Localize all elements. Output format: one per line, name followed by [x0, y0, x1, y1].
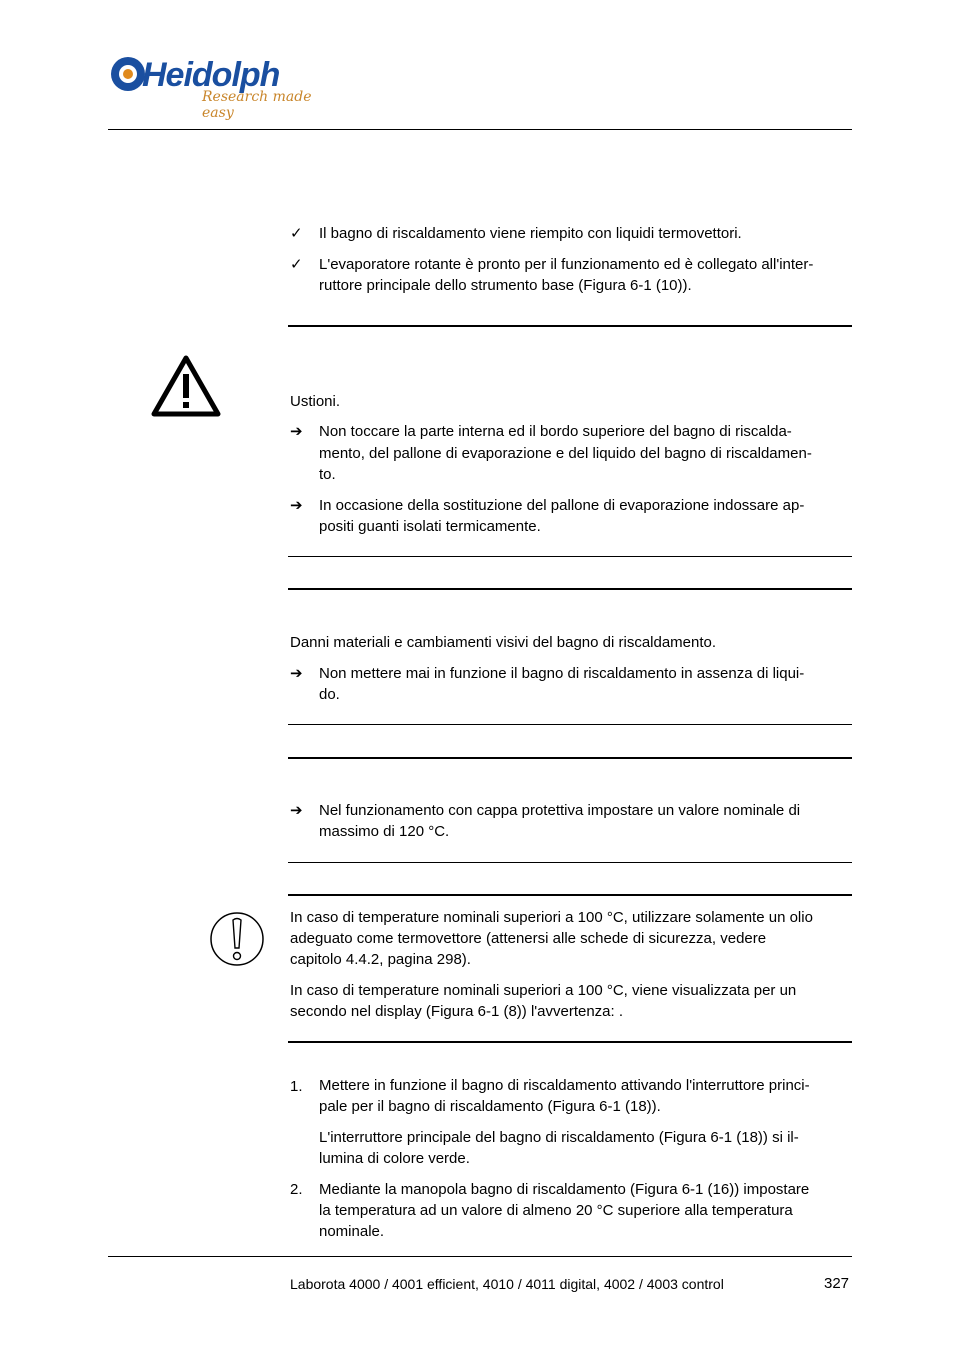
list-item: Mediante la manopola bagno di riscaldamento (Figura 6-1 (16)) impostare [319, 1181, 810, 1198]
footer-rule [108, 1256, 852, 1257]
step-result: lumina di colore verde. [319, 1150, 470, 1167]
step-result: L'interruttore principale del bagno di riscaldamento (Figura 6-1 (18)) si il- [319, 1129, 799, 1146]
arrow-icon: ➔ [290, 497, 303, 514]
list-item: ruttore principale dello strumento base (Figura 6-1 (10)). [319, 277, 692, 294]
list-item: Non toccare la parte interna ed il bordo superiore del bagno di riscalda- [319, 423, 792, 440]
warning-triangle-icon [150, 354, 222, 418]
list-item: Il bagno di riscaldamento viene riempito con liquidi termovettori. [319, 225, 742, 242]
arrow-icon: ➔ [290, 802, 303, 819]
caution-bottom-rule [288, 724, 852, 725]
step-number: 2. [290, 1181, 303, 1198]
check-icon: ✓ [290, 225, 303, 242]
note-text: capitolo 4.4.2, pagina 298). [290, 951, 471, 968]
note-text: secondo nel display (Figura 6-1 (8)) l'avvertenza: . [290, 1003, 624, 1020]
list-item: to. [319, 466, 336, 483]
note-bottom-rule [288, 1041, 852, 1043]
caution-hazard: Danni materiali e cambiamenti visivi del bagno di riscaldamento. [290, 634, 717, 651]
note-top-rule [288, 894, 852, 896]
step-number: 1. [290, 1078, 303, 1095]
brand-logo [108, 52, 328, 121]
logo-text: Heidolph [142, 56, 280, 94]
logo-tagline: Research made easy [202, 89, 312, 121]
list-item: L'evaporatore rotante è pronto per il funzionamento ed è collegato all'inter- [319, 256, 814, 273]
caution-top-rule [288, 588, 852, 590]
footer-product: Laborota 4000 / 4001 efficient, 4010 / 4011 digital, 4002 / 4003 control [290, 1276, 724, 1292]
note-exclamation-icon [208, 910, 266, 968]
list-item: positi guanti isolati termicamente. [319, 518, 541, 535]
list-item: la temperatura ad un valore di almeno 20 °C superiore alla temperatura [319, 1202, 793, 1219]
header-rule [108, 129, 852, 130]
list-item: In occasione della sostituzione del pallone di evaporazione indossare ap- [319, 497, 805, 514]
check-icon: ✓ [290, 256, 303, 273]
warning-hazard: Ustioni. [290, 393, 341, 410]
list-item: massimo di 120 °C. [319, 823, 450, 840]
warning-bottom-rule [288, 556, 852, 557]
arrow-icon: ➔ [290, 665, 303, 682]
list-item: Mettere in funzione il bagno di riscaldamento attivando l'interruttore princi- [319, 1077, 810, 1094]
list-item: Nel funzionamento con cappa protettiva impostare un valore nominale di [319, 802, 801, 819]
note-text: adeguato come termovettore (attenersi alle schede di sicurezza, vedere [290, 930, 767, 947]
list-item: nominale. [319, 1223, 385, 1240]
caution2-bottom-rule [288, 862, 852, 863]
page-number: 327 [824, 1275, 850, 1292]
note-text: In caso di temperature nominali superiori a 100 °C, utilizzare solamente un olio [290, 909, 813, 926]
warning-top-rule [288, 325, 852, 327]
arrow-icon: ➔ [290, 423, 303, 440]
list-item: do. [319, 686, 340, 703]
list-item: mento, del pallone di evaporazione e del liquido del bagno di riscaldamen- [319, 445, 812, 462]
note-text: In caso di temperature nominali superiori a 100 °C, viene visualizzata per un [290, 982, 797, 999]
caution2-top-rule [288, 757, 852, 759]
list-item: pale per il bagno di riscaldamento (Figura 6-1 (18)). [319, 1098, 661, 1115]
list-item: Non mettere mai in funzione il bagno di riscaldamento in assenza di liqui- [319, 665, 805, 682]
